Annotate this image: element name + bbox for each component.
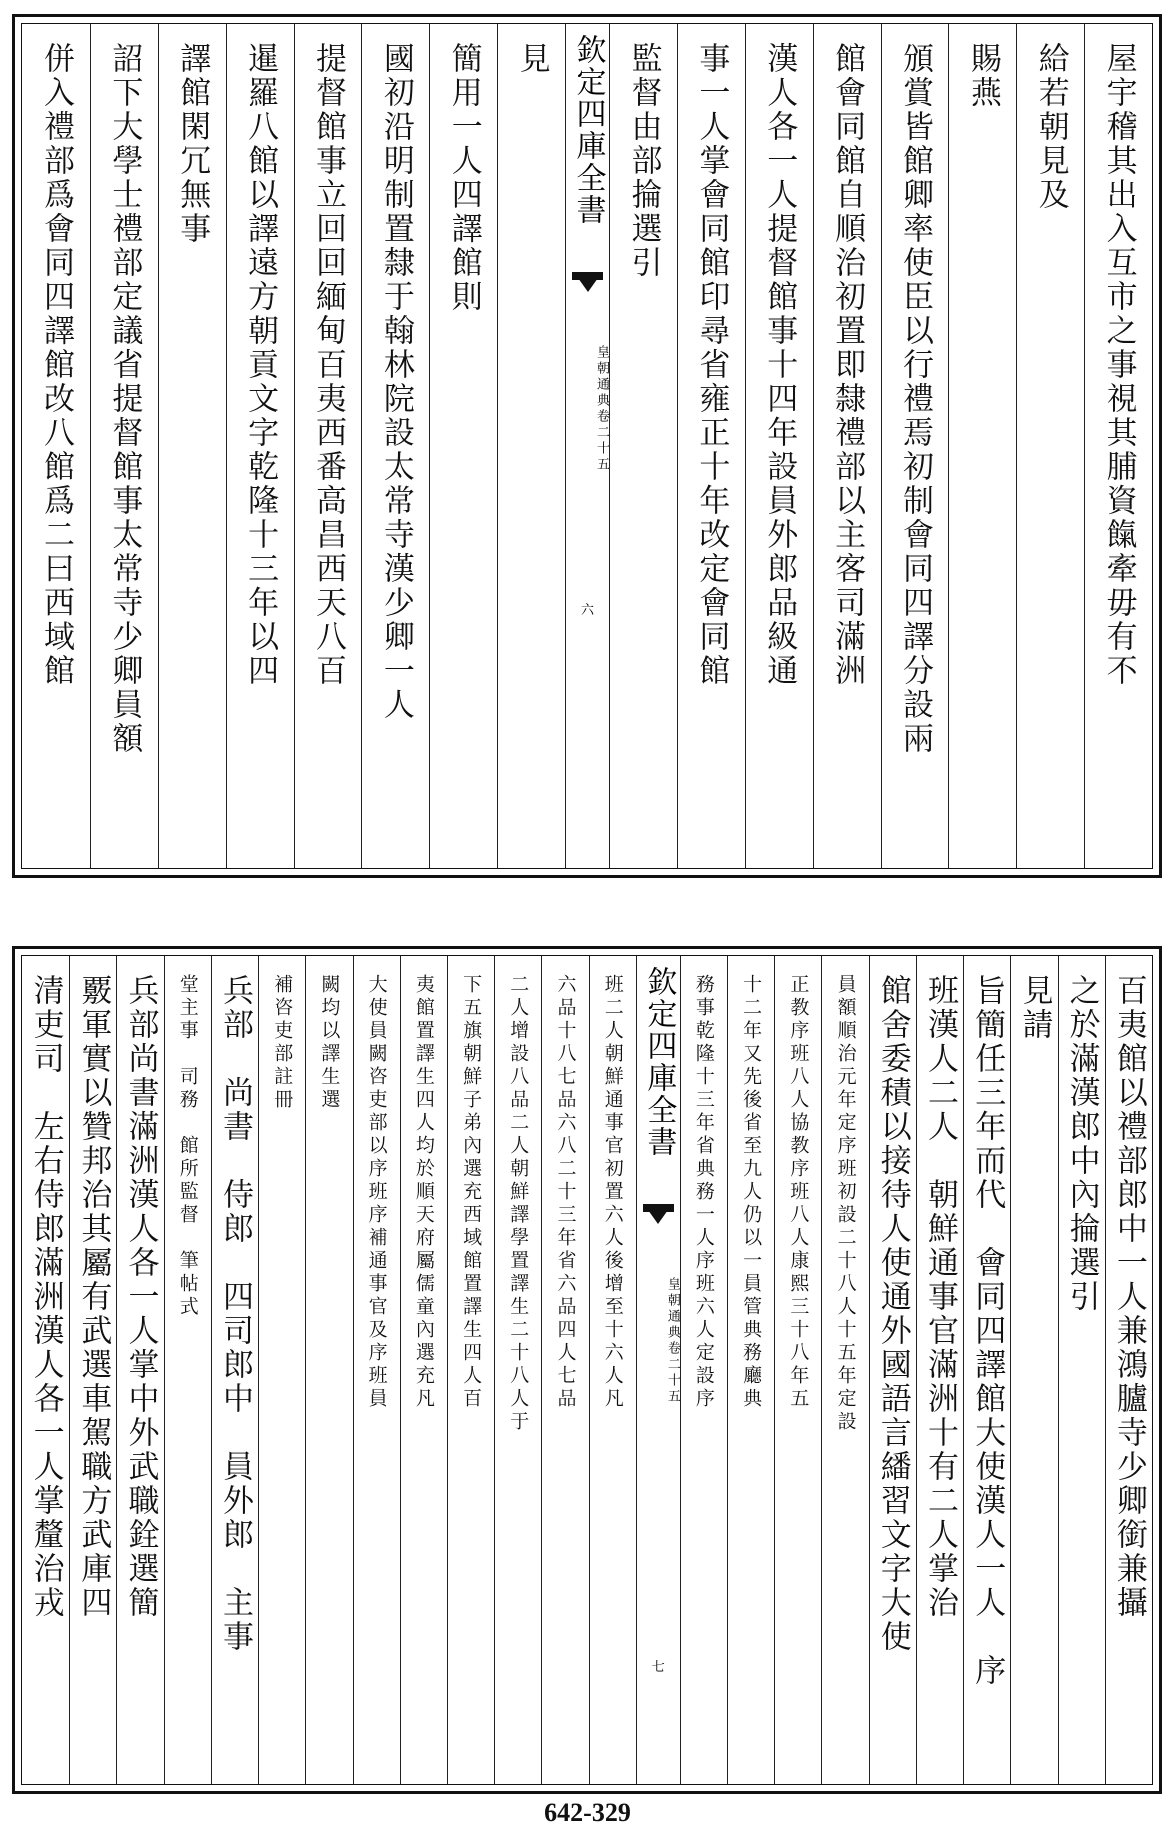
column-line: 詔下大學士禮部定議省提督館事太常寺少卿員額 xyxy=(106,42,143,756)
column-line: 館舍委積以接待人使通外國語言繙習文字大使 xyxy=(874,974,911,1654)
column-text xyxy=(1011,956,1057,1784)
column-text xyxy=(159,24,226,868)
column-line: 見請 xyxy=(1016,974,1053,1042)
column-text xyxy=(964,956,1010,1784)
column-line: 二人增設八品二人朝鮮譯學置譯生二十八人于 xyxy=(507,974,530,1434)
text-column xyxy=(948,24,1016,868)
text-column xyxy=(90,24,158,868)
column-line: 譯館閑冗無事 xyxy=(174,42,211,246)
column-text xyxy=(1017,24,1084,868)
center-fold-column xyxy=(565,24,609,868)
column-line: 監督由部掄選引 xyxy=(625,42,662,280)
column-line: 給若朝見及 xyxy=(1032,42,1069,212)
volume-caption xyxy=(566,309,609,509)
column-text xyxy=(610,24,677,868)
volume-title: 皇朝通典 xyxy=(664,1277,680,1341)
fishtail-ornament xyxy=(643,1204,674,1230)
bottom-page-panel xyxy=(12,946,1162,1794)
column-line: 班二人朝鮮通事官初置六人後增至十六人凡 xyxy=(601,974,624,1411)
column-line: 堂主事 司務 館所監督 筆帖式 xyxy=(176,974,199,1319)
column-line: 清吏司 左右侍郎滿洲漢人各一人掌釐治戎 xyxy=(27,974,64,1620)
column-line: 務事乾隆十三年省典務一人序班六人定設序 xyxy=(692,974,715,1411)
column-text xyxy=(917,956,963,1784)
leaf-number: 七 xyxy=(651,1660,665,1675)
volume-number: 卷二十五 xyxy=(664,1341,680,1405)
column-text xyxy=(870,956,916,1784)
column-text xyxy=(882,24,949,868)
bottom-page-columns xyxy=(21,955,1153,1785)
volume-number: 卷二十五 xyxy=(594,409,609,473)
column-line: 百夷館以禮部郎中一人兼鴻臚寺少卿銜兼攝 xyxy=(1110,974,1147,1620)
text-column xyxy=(541,956,588,1784)
book-title: 欽定四庫全書 xyxy=(570,34,606,226)
column-line: 正教序班八人協教序班八人康熙三十八年五 xyxy=(787,974,810,1411)
text-column xyxy=(294,24,362,868)
center-fold-column xyxy=(636,956,680,1784)
column-line: 頒賞皆館卿率使臣以行禮焉初制會同四譯分設兩 xyxy=(896,42,933,756)
column-text xyxy=(91,24,158,868)
column-text xyxy=(1106,956,1152,1784)
text-column xyxy=(22,24,90,868)
text-column xyxy=(69,956,116,1784)
text-column xyxy=(963,956,1010,1784)
text-column xyxy=(1058,956,1105,1784)
column-line: 夷館置譯生四人均於順天府屬儒童內選充凡 xyxy=(412,974,435,1411)
text-column xyxy=(677,24,745,868)
column-text xyxy=(495,956,541,1784)
text-column xyxy=(494,956,541,1784)
text-column xyxy=(226,24,294,868)
column-text xyxy=(212,956,258,1784)
column-text xyxy=(746,24,813,868)
volume-caption xyxy=(637,1241,680,1441)
text-column xyxy=(727,956,774,1784)
text-column xyxy=(447,956,494,1784)
text-column xyxy=(164,956,211,1784)
text-column xyxy=(258,956,305,1784)
fishtail-ornament xyxy=(572,272,603,298)
text-column xyxy=(1016,24,1084,868)
column-text xyxy=(306,956,352,1784)
column-line: 六品十八七品六八二十三年省六品四人七品 xyxy=(554,974,577,1411)
book-title: 欽定四庫全書 xyxy=(641,966,677,1158)
text-column xyxy=(589,956,636,1784)
column-text xyxy=(681,956,727,1784)
column-text xyxy=(775,956,821,1784)
column-line: 兵部尚書滿洲漢人各一人掌中外武職銓選簡 xyxy=(122,974,159,1620)
column-line: 十二年又先後省至九人仍以一員管典務廳典 xyxy=(740,974,763,1411)
text-column xyxy=(869,956,916,1784)
text-column xyxy=(158,24,226,868)
column-text xyxy=(498,24,565,868)
text-column xyxy=(680,956,727,1784)
text-column xyxy=(400,956,447,1784)
column-text xyxy=(822,956,868,1784)
volume-title: 皇朝通典 xyxy=(594,345,609,409)
column-line: 簡用一人四譯館則 xyxy=(445,42,482,314)
text-column xyxy=(497,24,565,868)
column-line: 補咨吏部註冊 xyxy=(271,974,294,1112)
column-line: 大使員闕咨吏部以序班序補通事官及序班員 xyxy=(365,974,388,1411)
text-column xyxy=(1105,956,1152,1784)
text-column xyxy=(813,24,881,868)
column-line: 覈軍實以贊邦治其屬有武選車駕職方武庫四 xyxy=(75,974,112,1620)
text-column xyxy=(1084,24,1152,868)
column-line: 兵部 尚書 侍郎 四司郎中 員外郎 主事 xyxy=(216,974,253,1654)
text-column xyxy=(609,24,677,868)
page-number: 642-329 xyxy=(544,1798,631,1827)
text-column xyxy=(305,956,352,1784)
column-text xyxy=(362,24,429,868)
text-column xyxy=(1010,956,1057,1784)
column-text xyxy=(22,24,90,868)
column-text xyxy=(728,956,774,1784)
column-line: 闕均以譯生選 xyxy=(318,974,341,1112)
column-text xyxy=(814,24,881,868)
column-text xyxy=(227,24,294,868)
column-line: 漢人各一人提督館事十四年設員外郎品級通 xyxy=(761,42,798,688)
column-line: 賜燕 xyxy=(964,42,1001,110)
top-page-panel xyxy=(12,14,1162,878)
column-line: 之於滿漢郎中內掄選引 xyxy=(1063,974,1100,1314)
column-line: 館會同館自順治初置即隸禮部以主客司滿洲 xyxy=(829,42,866,688)
text-column xyxy=(916,956,963,1784)
text-column xyxy=(353,956,400,1784)
column-text xyxy=(430,24,497,868)
top-page-columns xyxy=(21,23,1153,869)
column-line: 班漢人二人 朝鮮通事官滿洲十有二人掌治 xyxy=(922,974,959,1620)
text-column xyxy=(211,956,258,1784)
column-line: 見 xyxy=(513,42,550,76)
text-column xyxy=(881,24,949,868)
column-text xyxy=(165,956,211,1784)
column-line: 國初沿明制置隸于翰林院設太常寺漢少卿一人 xyxy=(377,42,414,722)
column-line: 員額順治元年定序班初設二十八人十五年定設 xyxy=(834,974,857,1434)
text-column xyxy=(116,956,163,1784)
column-text xyxy=(401,956,447,1784)
text-column xyxy=(821,956,868,1784)
column-text xyxy=(1059,956,1105,1784)
column-text xyxy=(22,956,69,1784)
column-line: 併入禮部爲會同四譯館改八館爲二曰西域館 xyxy=(37,42,74,688)
column-text xyxy=(117,956,163,1784)
text-column xyxy=(22,956,69,1784)
column-text xyxy=(70,956,116,1784)
column-text xyxy=(259,956,305,1784)
column-text xyxy=(678,24,745,868)
text-column xyxy=(361,24,429,868)
leaf-number: 六 xyxy=(580,603,594,618)
text-column xyxy=(745,24,813,868)
column-text xyxy=(590,956,636,1784)
column-line: 提督館事立回回緬甸百夷西番高昌西天八百 xyxy=(309,42,346,688)
column-text xyxy=(542,956,588,1784)
text-column xyxy=(429,24,497,868)
column-text xyxy=(295,24,362,868)
column-line: 屋宇稽其出入互市之事視其脯資餼牽毋有不 xyxy=(1100,42,1137,688)
column-text xyxy=(354,956,400,1784)
column-text xyxy=(448,956,494,1784)
column-text xyxy=(1085,24,1152,868)
column-line: 暹羅八館以譯遠方朝貢文字乾隆十三年以四 xyxy=(242,42,279,688)
column-text xyxy=(949,24,1016,868)
text-column xyxy=(774,956,821,1784)
column-line: 事一人掌會同館印尋省雍正十年改定會同館 xyxy=(693,42,730,688)
column-line: 旨簡任三年而代 會同四譯館大使漢人一人 序 xyxy=(969,974,1006,1688)
column-line: 下五旗朝鮮子弟內選充西域館置譯生四人百 xyxy=(460,974,483,1411)
